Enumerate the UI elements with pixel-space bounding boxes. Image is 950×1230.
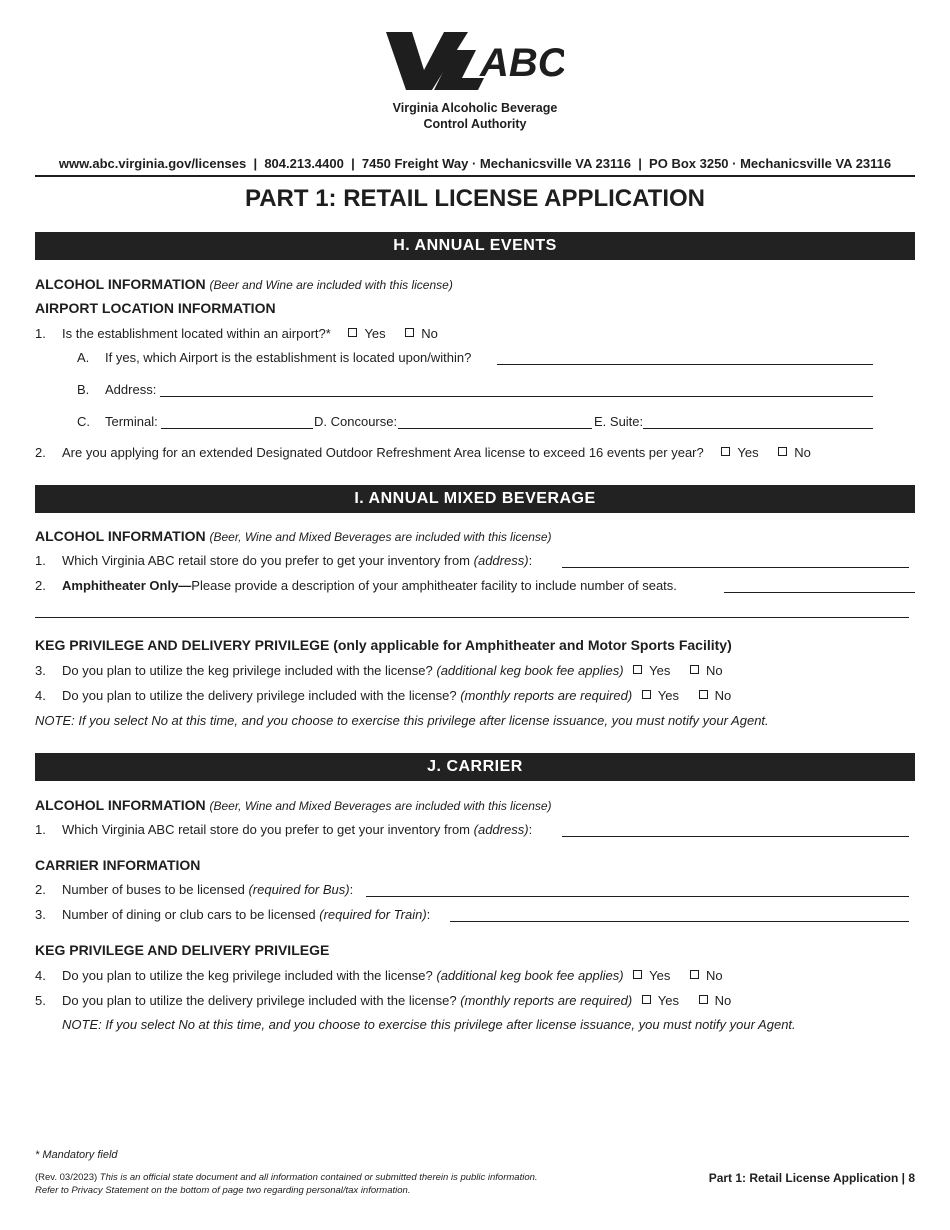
disclaimer-text-1: This is an official state document and all information contained or submitted therein is public information. — [99, 1172, 538, 1183]
checkbox[interactable] — [778, 447, 787, 456]
i-keg-heading: KEG PRIVILEGE AND DELIVERY PRIVILEGE (only applicable for Amphitheater and Motor Sports Facility) — [35, 637, 732, 653]
section-h-alcohol-info — [35, 276, 453, 292]
header-rule — [35, 175, 915, 177]
i-q2-text: Please provide a description of your amphitheater facility to include number of seats. — [191, 578, 677, 593]
yes-label: Yes — [649, 663, 671, 678]
alcohol-heading: ALCOHOL INFORMATION — [35, 528, 206, 544]
i-q1-note: (address) — [473, 553, 529, 568]
i-store-address-field[interactable] — [562, 567, 909, 568]
i-q4-text: Do you plan to utilize the delivery privilege included with the license? — [62, 688, 457, 703]
i-q2-num: 2. — [35, 578, 46, 593]
yes-label: Yes — [657, 993, 679, 1008]
yes-label: Yes — [657, 688, 679, 703]
no-label: No — [794, 445, 811, 460]
page-number-label: Part 1: Retail License Application | 8 — [708, 1171, 915, 1185]
checkbox[interactable] — [642, 995, 651, 1004]
checkbox[interactable] — [699, 690, 708, 699]
i-q4 — [62, 688, 731, 703]
j-q4-num: 4. — [35, 968, 46, 983]
section-j-alcohol-info — [35, 797, 552, 813]
alcohol-note: (Beer, Wine and Mixed Beverages are included with this license) — [209, 799, 552, 813]
h-q1-no[interactable] — [405, 326, 438, 341]
alcohol-heading: ALCOHOL INFORMATION — [35, 797, 206, 813]
j-q1-text: Which Virginia ABC retail store do you prefer to get your inventory from — [62, 822, 471, 837]
terminal-field[interactable] — [161, 428, 313, 429]
j-q2-num: 2. — [35, 882, 46, 897]
j-q4-no[interactable] — [690, 968, 723, 983]
i-q4-yes[interactable] — [642, 688, 679, 703]
h-q1b-text: Address: — [105, 382, 157, 397]
section-j-header: J. CARRIER — [35, 753, 915, 781]
page-title: PART 1: RETAIL LICENSE APPLICATION — [244, 185, 706, 212]
alcohol-note: (Beer, Wine and Mixed Beverages are included with this license) — [209, 530, 552, 544]
h-q1-text: Is the establishment located within an airport?* — [62, 326, 331, 341]
h-q1-num: 1. — [35, 326, 46, 341]
i-q3-no[interactable] — [690, 663, 723, 678]
j-store-address-field[interactable] — [562, 836, 909, 837]
checkbox[interactable] — [348, 328, 357, 337]
mandatory-field-note: * Mandatory field — [35, 1149, 118, 1161]
yes-label: Yes — [649, 968, 671, 983]
no-label: No — [714, 688, 732, 703]
j-q1: Which Virginia ABC retail store do you prefer to get your inventory from (address): — [62, 822, 533, 837]
no-label: No — [714, 993, 732, 1008]
j-q3-note: (required for Train) — [319, 907, 427, 922]
checkbox[interactable] — [633, 665, 642, 674]
j-q1-num: 1. — [35, 822, 46, 837]
airport-name-field[interactable] — [497, 364, 873, 365]
dining-cars-field[interactable] — [450, 921, 909, 922]
i-q1-num: 1. — [35, 553, 46, 568]
i-q4-num: 4. — [35, 688, 46, 703]
j-q4-yes[interactable] — [633, 968, 670, 983]
i-note: NOTE: If you select No at this time, and you choose to exercise this privilege after license issuance, you must notify your Agent. — [35, 713, 769, 728]
section-i-header: I. ANNUAL MIXED BEVERAGE — [35, 485, 915, 513]
no-label: No — [706, 663, 723, 678]
i-q2-bold: Amphitheater Only— — [62, 578, 192, 593]
j-q4 — [62, 968, 723, 983]
i-q3-note: (additional keg book fee applies) — [436, 663, 624, 678]
footer-disclaimer-1 — [35, 1172, 538, 1183]
j-q3-text: Number of dining or club cars to be licensed — [62, 907, 316, 922]
h-q1a-text: If yes, which Airport is the establishment is located upon/within? — [105, 350, 472, 365]
contact-line: www.abc.virginia.gov/licenses | 804.213.4400 | 7450 Freight Way · Mechanicsville VA 23116 | PO Box 3250 · Mechanicsville VA 23116 — [58, 156, 892, 171]
org-name-line1: Virginia Alcoholic Beverage — [392, 101, 558, 115]
h-q1c-text: Terminal: — [105, 414, 158, 429]
j-q3-num: 3. — [35, 907, 46, 922]
no-label: No — [706, 968, 723, 983]
checkbox[interactable] — [405, 328, 414, 337]
j-q5-num: 5. — [35, 993, 46, 1008]
i-q4-no[interactable] — [699, 688, 732, 703]
suite-field[interactable] — [643, 428, 873, 429]
i-q2 — [62, 578, 677, 593]
airport-heading: AIRPORT LOCATION INFORMATION — [35, 300, 276, 316]
rev-label: (Rev. 03/2023) — [35, 1172, 98, 1183]
j-q2-text: Number of buses to be licensed — [62, 882, 245, 897]
i-q3-num: 3. — [35, 663, 46, 678]
alcohol-note: (Beer and Wine are included with this license) — [209, 278, 453, 292]
abc-logo — [384, 30, 564, 92]
j-q3: Number of dining or club cars to be licensed (required for Train): — [62, 907, 431, 922]
h-q2-num: 2. — [35, 445, 46, 460]
j-q4-text: Do you plan to utilize the keg privilege included with the license? — [62, 968, 433, 983]
org-name-line2: Control Authority — [423, 117, 527, 131]
j-q5-note: (monthly reports are required) — [460, 993, 633, 1008]
amphitheater-desc-field-1[interactable] — [724, 592, 915, 593]
checkbox[interactable] — [690, 970, 699, 979]
logo-graphic — [384, 30, 564, 92]
footer-disclaimer-2: Refer to Privacy Statement on the bottom of page two regarding personal/tax information. — [35, 1185, 411, 1196]
h-q1d-text: D. Concourse: — [314, 414, 398, 429]
j-q2-note: (required for Bus) — [248, 882, 350, 897]
i-q3-text: Do you plan to utilize the keg privilege included with the license? — [62, 663, 433, 678]
j-note: NOTE: If you select No at this time, and you choose to exercise this privilege after license issuance, you must notify your Agent. — [62, 1017, 796, 1032]
checkbox[interactable] — [642, 690, 651, 699]
i-q1-text: Which Virginia ABC retail store do you prefer to get your inventory from — [62, 553, 471, 568]
buses-field[interactable] — [366, 896, 909, 897]
h-q2-no[interactable] — [778, 445, 811, 460]
section-i-alcohol-info — [35, 528, 552, 544]
j-q5-text: Do you plan to utilize the delivery privilege included with the license? — [62, 993, 457, 1008]
airport-address-field[interactable] — [160, 396, 873, 397]
svg-text:ABC: ABC — [480, 41, 564, 85]
i-q3-yes[interactable] — [633, 663, 670, 678]
alcohol-heading: ALCOHOL INFORMATION — [35, 276, 206, 292]
carrier-heading: CARRIER INFORMATION — [35, 857, 201, 873]
j-q2: Number of buses to be licensed (required for Bus): — [62, 882, 354, 897]
h-q1b-letter: B. — [77, 382, 90, 397]
i-q3 — [62, 663, 723, 678]
amphitheater-desc-field-2[interactable] — [35, 617, 909, 618]
h-q1e-text: E. Suite: — [594, 414, 644, 429]
h-q2 — [62, 445, 811, 460]
h-q1 — [62, 326, 438, 341]
h-q1-yes[interactable] — [348, 326, 385, 341]
checkbox[interactable] — [690, 665, 699, 674]
checkbox[interactable] — [633, 970, 642, 979]
yes-label: Yes — [737, 445, 759, 460]
no-label: No — [421, 326, 438, 341]
i-q4-note: (monthly reports are required) — [460, 688, 633, 703]
j-q5-no[interactable] — [699, 993, 732, 1008]
yes-label: Yes — [364, 326, 386, 341]
j-q5 — [62, 993, 731, 1008]
j-q1-note: (address) — [473, 822, 529, 837]
checkbox[interactable] — [699, 995, 708, 1004]
j-q4-note: (additional keg book fee applies) — [436, 968, 624, 983]
h-q2-text: Are you applying for an extended Designated Outdoor Refreshment Area license to exceed 16 events per year? — [62, 445, 704, 460]
j-q5-yes[interactable] — [642, 993, 679, 1008]
concourse-field[interactable] — [398, 428, 592, 429]
i-q1: Which Virginia ABC retail store do you prefer to get your inventory from (address): — [62, 553, 533, 568]
h-q1c-letter: C. — [77, 414, 90, 429]
checkbox[interactable] — [721, 447, 730, 456]
j-keg-heading: KEG PRIVILEGE AND DELIVERY PRIVILEGE — [35, 942, 330, 958]
h-q1a-letter: A. — [77, 350, 90, 365]
h-q2-yes[interactable] — [721, 445, 758, 460]
section-h-header: H. ANNUAL EVENTS — [35, 232, 915, 260]
